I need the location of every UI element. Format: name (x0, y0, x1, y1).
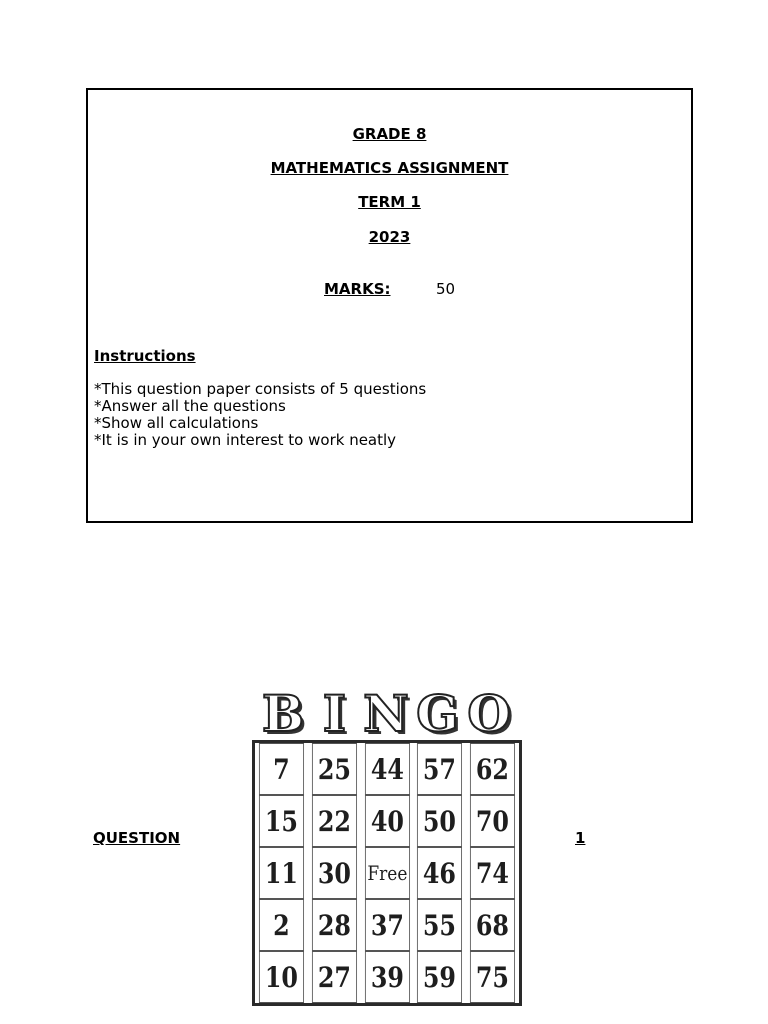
bingo-letter: O (467, 684, 511, 743)
bingo-cell: 46 (417, 847, 462, 899)
bingo-cell: 30 (312, 847, 357, 899)
instructions-title: Instructions (94, 347, 196, 365)
question-label: QUESTION (93, 829, 181, 847)
term-heading: TERM 1 (358, 193, 421, 211)
bingo-cell: 55 (417, 899, 462, 951)
bingo-cell: 59 (417, 951, 462, 1003)
bingo-title (252, 684, 520, 743)
subject-heading: MATHEMATICS ASSIGNMENT (270, 159, 509, 177)
bingo-cell: 37 (365, 899, 410, 951)
bingo-cell: 68 (470, 899, 515, 951)
bingo-cell: 10 (259, 951, 304, 1003)
question-number: 1 (575, 829, 586, 847)
bingo-letter: G (416, 684, 459, 743)
instruction-item: *Answer all the questions (94, 397, 286, 415)
cover-box (86, 88, 693, 523)
bingo-cell: 50 (417, 795, 462, 847)
instructions-list (94, 381, 426, 449)
marks-value: 50 (436, 280, 456, 298)
bingo-cell: 15 (259, 795, 304, 847)
bingo-cell: 39 (365, 951, 410, 1003)
marks-label: MARKS: (324, 280, 391, 298)
instruction-item: *Show all calculations (94, 414, 259, 432)
bingo-cell: 62 (470, 743, 515, 795)
bingo-card (252, 684, 520, 1006)
bingo-cell: 2 (259, 899, 304, 951)
instruction-item: *It is in your own interest to work neatly (94, 431, 397, 449)
bingo-cell: 40 (365, 795, 410, 847)
bingo-cell: 74 (470, 847, 515, 899)
bingo-cell: 27 (312, 951, 357, 1003)
bingo-cell: 57 (417, 743, 462, 795)
bingo-cell: 28 (312, 899, 357, 951)
bingo-cell: 70 (470, 795, 515, 847)
bingo-cell: 22 (312, 795, 357, 847)
bingo-cell: 75 (470, 951, 515, 1003)
bingo-cell: 44 (365, 743, 410, 795)
bingo-letter: I (322, 684, 347, 743)
bingo-cell: 7 (259, 743, 304, 795)
bingo-cell: 25 (312, 743, 357, 795)
bingo-free-cell: Free (365, 847, 410, 899)
bingo-letter: N (363, 684, 409, 743)
bingo-letter: B (261, 684, 305, 743)
year-heading: 2023 (368, 228, 411, 246)
bingo-cell: 11 (259, 847, 304, 899)
instruction-item: *This question paper consists of 5 questions (94, 380, 427, 398)
bingo-grid (252, 740, 522, 1006)
grade-heading: GRADE 8 (352, 125, 427, 143)
